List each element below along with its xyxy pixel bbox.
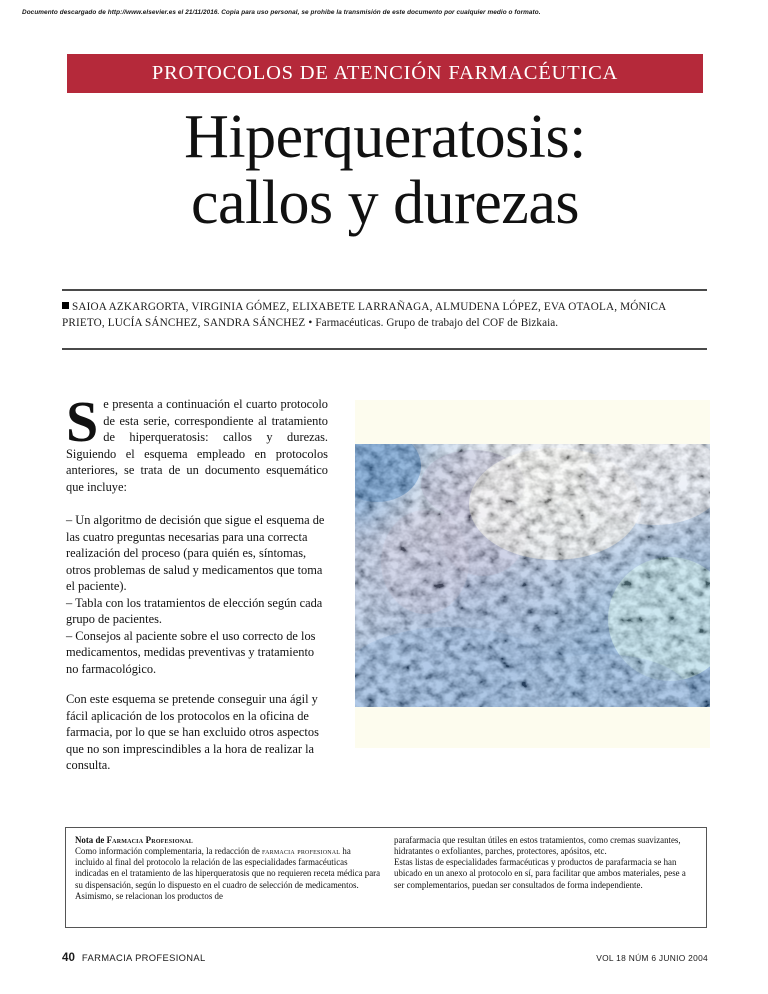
intro-text: e presenta a continuación el cuarto protocolo de esta serie, correspondiente al tratamiento de hiperqueratosis: callos y durezas. Siguiendo el esquema empleado en protocolos anteriores, se trata de un documento esquemático que incluye:: [66, 397, 328, 494]
download-notice: Documento descargado de http://www.elsevier.es el 21/11/2016. Copia para uso personal, se prohibe la transmisión de este documento por cualquier medio o formato.: [22, 9, 541, 16]
illustration-image: [355, 444, 710, 707]
byline: [62, 300, 710, 332]
footer-issue: VOL 18 NÚM 6 JUNIO 2004: [596, 953, 708, 963]
note-heading-plain: Nota de: [75, 835, 107, 845]
skin-texture-graphic: [355, 444, 710, 707]
byline-authors: SAIOA AZKARGORTA, VIRGINIA GÓMEZ, ELIXABETE LARRAÑAGA, ALMUDENA LÓPEZ, EVA OTAOLA, MÓNICA PRIETO, LUCÍA SÁNCHEZ, SANDRA SÁNCHEZ: [62, 301, 666, 329]
page-number: 40: [62, 951, 75, 964]
byline-rule-top: [62, 289, 707, 291]
byline-separator: •: [308, 316, 313, 329]
footer-left: [62, 951, 206, 964]
note-paragraph: Estas listas de especialidades farmacéuticas y productos de parafarmacia se han ubicado en un anexo al protocolo en sí, para facilitar que ambos materiales, pese a ser complementarios, puedan ser consultados de forma independiente.: [394, 857, 686, 890]
intro-paragraph: [66, 389, 328, 495]
drop-cap: S: [66, 389, 99, 454]
square-bullet-icon: [62, 302, 69, 309]
note-journal-mention: farmacia profesional: [262, 846, 341, 857]
list-item: – Consejos al paciente sobre el uso correcto de los medicamentos, medidas preventivas y tratamiento no farmacológico.: [66, 628, 316, 676]
byline-affiliation: Farmacéuticas. Grupo de trabajo del COF de Bizkaia.: [315, 316, 559, 329]
note-paragraph: [75, 846, 381, 902]
note-heading-journal: Farmacia Profesional: [106, 835, 193, 845]
footer-journal-name: FARMACIA PROFESIONAL: [81, 952, 206, 963]
spacer: [66, 495, 328, 512]
note-text-part-2: ha incluido al final del protocolo la relación de las especialidades farmacéuticas indicadas en el tratamiento de las hiperqueratosis que no requieren receta médica para su dispensación, según lo dispuesto en el cuadro de selección de medicamentos. Asimismo, se relacionan los productos de: [75, 846, 381, 901]
list-item: – Un algoritmo de decisión que sigue el esquema de las cuatro preguntas necesarias para una correcta realización del proceso (para quién es, síntomas, otros problemas de salud y medicamentos que toma el paciente).: [66, 513, 325, 593]
banner-title: PROTOCOLOS DE ATENCIÓN FARMACÉUTICA: [151, 62, 619, 84]
note-heading: [75, 835, 381, 846]
closing-paragraph: Con este esquema se pretende conseguir una ágil y fácil aplicación de los protocolos en la oficina de farmacia, por lo que se han excluido otros aspectos que no son imprescindibles a la hora de realizar la consulta.: [66, 692, 319, 772]
illustration-panel: [355, 400, 710, 748]
list-item: – Tabla con los tratamientos de elección según cada grupo de pacientes.: [66, 595, 323, 626]
spacer: [66, 677, 328, 691]
note-paragraph: parafarmacia que resultan útiles en estos tratamientos, como cremas suavizantes, hidratantes o exfoliantes, parches, protectores, apósitos, etc.: [394, 835, 681, 857]
article-body: [66, 389, 328, 774]
byline-rule-bottom: [62, 348, 707, 350]
page-title-line-1: Hiperqueratosis:: [184, 103, 586, 171]
editor-note-box: [65, 827, 707, 928]
note-text-part-1: Como información complementaria, la redacción de: [75, 846, 263, 857]
page-title: [67, 104, 703, 237]
note-column-left: [66, 828, 390, 927]
page-title-line-2: callos y durezas: [191, 169, 579, 238]
section-banner: [67, 54, 703, 93]
note-column-right: [390, 828, 706, 927]
